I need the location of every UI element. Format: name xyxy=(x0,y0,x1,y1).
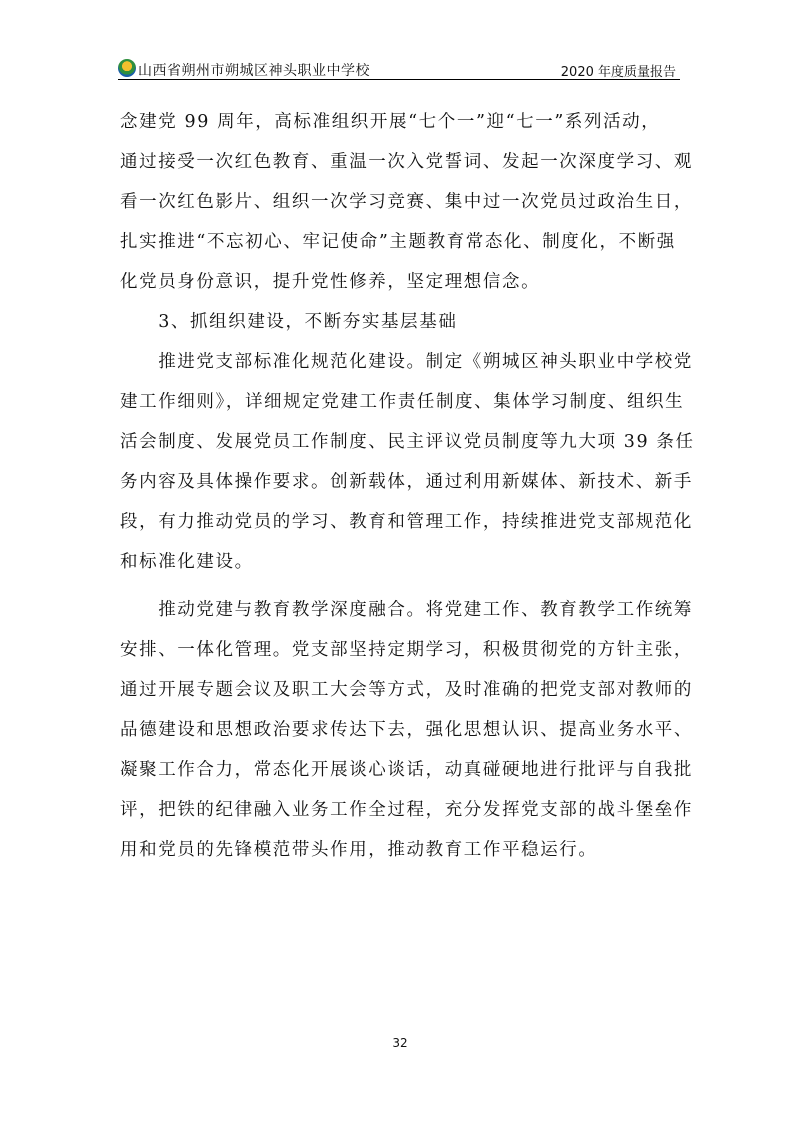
text-line: 通过接受一次红色教育、重温一次入党誓词、发起一次深度学习、观 xyxy=(120,152,693,172)
text-line: 扎实推进“不忘初心、牢记使命”主题教育常态化、制度化，不断强 xyxy=(120,232,676,252)
page-number: 32 xyxy=(392,1036,408,1050)
document-body xyxy=(120,102,695,870)
text-line: 化党员身份意识，提升党性修养，坚定理想信念。 xyxy=(120,272,541,292)
school-emblem-icon xyxy=(118,59,136,77)
section-heading xyxy=(120,302,682,342)
text-line: 段，有力推动党员的学习、教育和管理工作，持续推进党支部规范化 xyxy=(120,512,693,532)
school-name: 山西省朔州市朔城区神头职业中学校 xyxy=(138,63,370,79)
text-line: 通过开展专题会议及职工大会等方式，及时准确的把党支部对教师的 xyxy=(120,680,693,700)
report-title: 2020 年度质量报告 xyxy=(560,65,676,80)
text-line: 务内容及具体操作要求。创新载体，通过利用新媒体、新技术、新手 xyxy=(120,472,693,492)
text-line: 推动党建与教育教学深度融合。将党建工作、教育教学工作统筹 xyxy=(120,600,693,620)
text-line: 活会制度、发展党员工作制度、民主评议党员制度等九大项 39 条任 xyxy=(120,432,695,452)
text-line: 看一次红色影片、组织一次学习竞赛、集中过一次党员过政治生日， xyxy=(120,192,693,212)
text-line: 推进党支部标准化规范化建设。制定《朔城区神头职业中学校党 xyxy=(120,352,693,372)
page-header xyxy=(118,58,680,82)
text-line: 和标准化建设。 xyxy=(120,552,254,572)
text-line: 品德建设和思想政治要求传达下去，强化思想认识、提高业务水平、 xyxy=(120,720,693,740)
paragraph-2 xyxy=(120,342,695,582)
text-line: 安排、一体化管理。党支部坚持定期学习，积极贯彻党的方针主张， xyxy=(120,640,693,660)
paragraph-1 xyxy=(120,102,693,302)
text-line: 念建党 99 周年，高标准组织开展“七个一”迎“七一”系列活动， xyxy=(120,112,661,132)
paragraph-3 xyxy=(120,590,693,870)
header-rule xyxy=(118,79,680,80)
text-line: 用和党员的先锋模范带头作用，推动教育工作平稳运行。 xyxy=(120,840,598,860)
text-line: 评，把铁的纪律融入业务工作全过程，充分发挥党支部的战斗堡垒作 xyxy=(120,800,693,820)
text-line: 凝聚工作合力，常态化开展谈心谈话，动真碰硬地进行批评与自我批 xyxy=(120,760,693,780)
heading-line: 3、抓组织建设，不断夯实基层基础 xyxy=(120,312,458,332)
paragraph-gap xyxy=(120,582,682,590)
text-line: 建工作细则》，详细规定党建工作责任制度、集体学习制度、组织生 xyxy=(120,392,685,412)
